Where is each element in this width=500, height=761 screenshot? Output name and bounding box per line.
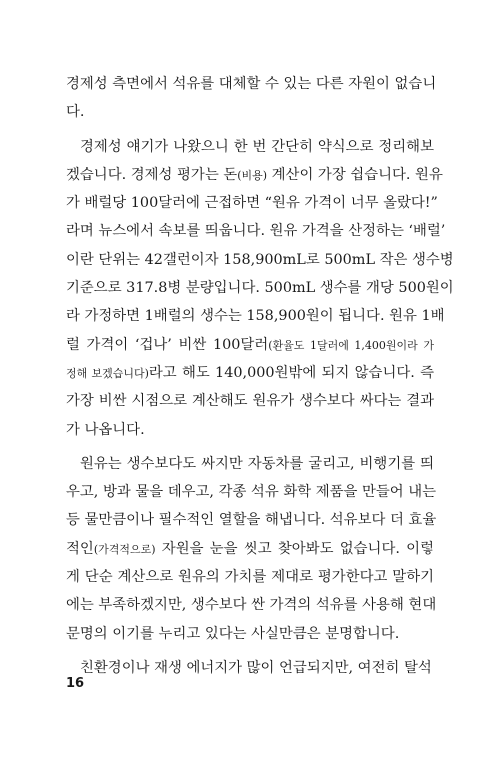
text-line: 가 나옵니다. bbox=[66, 421, 145, 438]
text-span: 라고 해도 140,000원밖에 되지 않습니다. 즉 bbox=[148, 364, 435, 381]
parenthetical-note: (비용) bbox=[237, 168, 268, 182]
text-line: 다. bbox=[66, 104, 85, 121]
text-line: 라며 뉴스에서 속보를 띄웁니다. 원유 가격을 산정하는 ‘배럴’ bbox=[66, 223, 446, 240]
text-line bbox=[66, 161, 443, 189]
text-line: 친환경이나 재생 에너지가 많이 언급되지만, 여전히 탈석 bbox=[80, 659, 432, 676]
parenthetical-note: 정해 보겠습니다) bbox=[66, 366, 149, 380]
text-span: 계산이 가장 쉽습니다. 원유 bbox=[267, 166, 443, 183]
text-line: 경제성 얘기가 나왔으니 한 번 간단히 약식으로 정리해보 bbox=[80, 138, 434, 155]
text-line: 등 물만큼이나 필수적인 열할을 해냅니다. 석유보다 더 효율 bbox=[66, 512, 437, 529]
text-span: 적인 bbox=[66, 540, 94, 557]
parenthetical-note: (가격적으로) bbox=[93, 542, 156, 556]
text-line: 기준으로 317.8병 분량입니다. 500mL 생수를 개당 500원이 bbox=[66, 280, 454, 297]
text-line: 문명의 이기를 누리고 있다는 사실만큼은 분명합니다. bbox=[66, 625, 400, 642]
text-line: 가 배럴당 100달러에 근접하면 “원유 가격이 너무 올랐다!” bbox=[66, 195, 438, 212]
text-line: 가장 비싼 시점으로 계산해도 원유가 생수보다 싸다는 결과 bbox=[66, 393, 434, 410]
text-span: 럴 가격이 ‘겁나’ 비싼 100달러 bbox=[66, 336, 269, 353]
text-span: 겠습니다. 경제성 평가는 돈 bbox=[66, 166, 238, 183]
text-line bbox=[66, 359, 434, 387]
text-line: 이란 단위는 42갤런이자 158,900mL로 500mL 작은 생수병 bbox=[66, 251, 454, 268]
text-line: 라 가정하면 1배럴의 생수는 158,900원이 됩니다. 원유 1배 bbox=[66, 308, 445, 325]
text-line: 경제성 측면에서 석유를 대체할 수 있는 다른 자원이 없습니 bbox=[66, 76, 437, 92]
parenthetical-note: (환율도 1달러에 1,400원이라 가 bbox=[268, 338, 434, 352]
text-line bbox=[66, 331, 434, 359]
text-line: 에는 부족하겠지만, 생수보다 싼 가격의 석유를 사용해 현대 bbox=[66, 597, 437, 614]
text-span: 자원을 눈을 씻고 찾아봐도 없습니다. 이렇 bbox=[155, 540, 434, 557]
page-number: 16 bbox=[66, 676, 85, 691]
text-line: 원유는 생수보다도 싸지만 자동차를 굴리고, 비행기를 띄 bbox=[80, 455, 434, 472]
text-line: 우고, 방과 물을 데우고, 각종 석유 화학 제품을 만들어 내는 bbox=[66, 484, 437, 501]
text-line bbox=[66, 535, 434, 563]
body-text bbox=[66, 70, 454, 682]
text-line: 게 단순 계산으로 원유의 가치를 제대로 평가한다고 말하기 bbox=[66, 569, 434, 586]
